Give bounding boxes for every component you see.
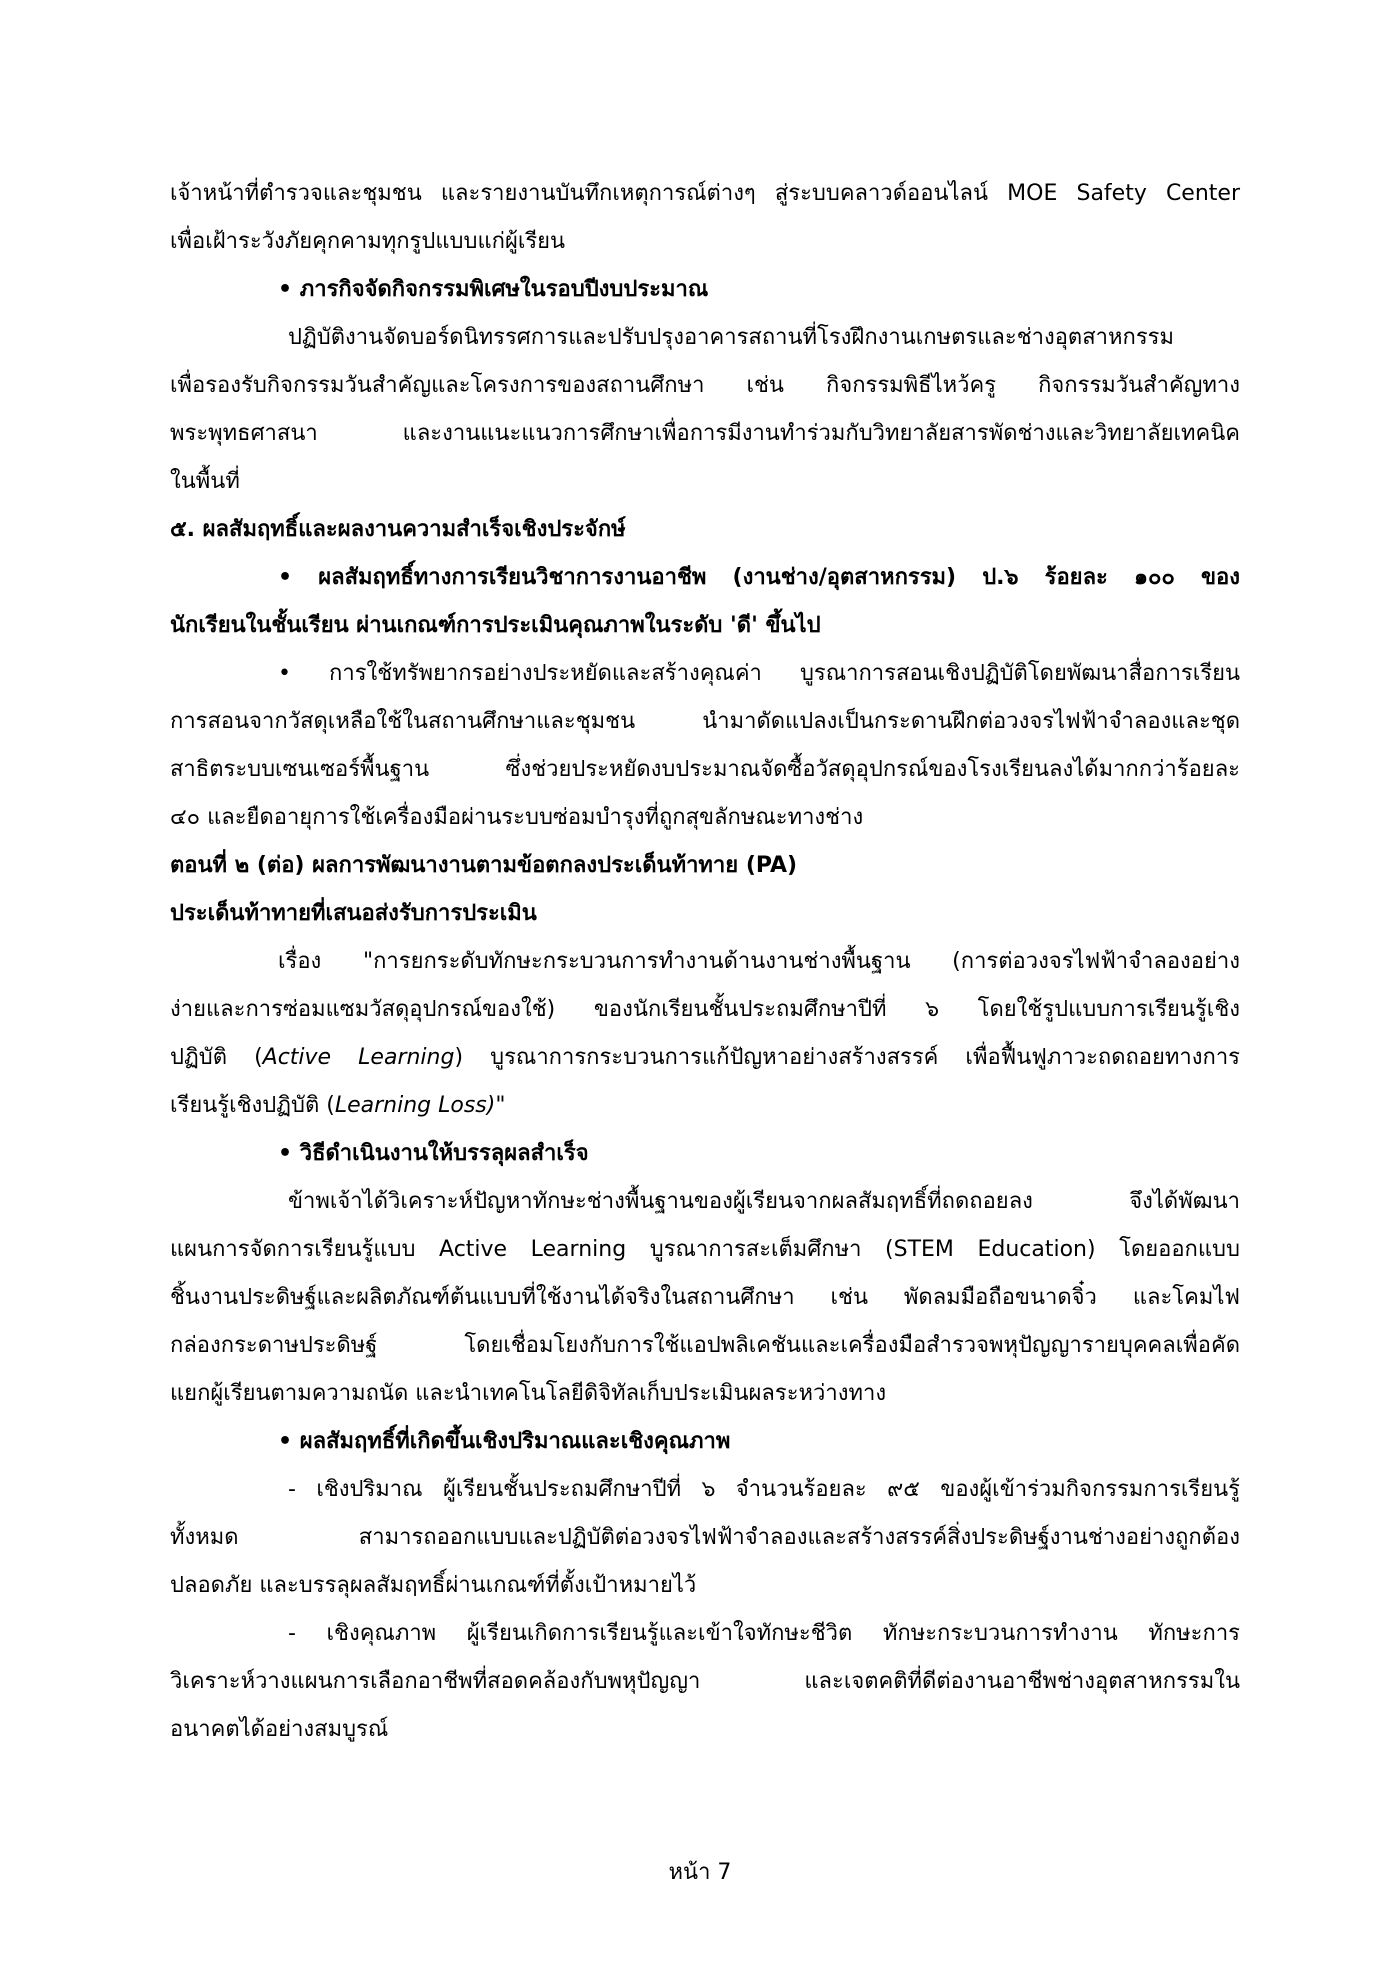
italic-term: Active Learning — [262, 1045, 455, 1070]
text-span: ปฏิบัติ ( — [170, 1045, 263, 1070]
paragraph-line: ๔๐ และยืดอายุการใช้เครื่องมือผ่านระบบซ่อมบำรุงที่ถูกสุขลักษณะทางช่าง — [170, 805, 864, 830]
paragraph-line: พระพุทธศาสนา และงานแนะแนวการศึกษาเพื่อการมีงานทำร่วมกับวิทยาลัยสารพัดช่างและวิทยาลัยเทคนิค — [170, 421, 1240, 446]
paragraph-line: เรื่อง "การยกระดับทักษะกระบวนการทำงานด้านงานช่างพื้นฐาน (การต่อวงจรไฟฟ้าจำลองอย่าง — [278, 949, 1240, 974]
subsection-heading: ประเด็นท้าทายที่เสนอส่งรับการประเมิน — [170, 901, 537, 926]
text-span: เรียนรู้เชิงปฏิบัติ ( — [170, 1093, 335, 1118]
paragraph-line: การสอนจากวัสดุเหลือใช้ในสถานศึกษาและชุมชน นำมาดัดแปลงเป็นกระดานฝึกต่อวงจรไฟฟ้าจำลองและชุด — [170, 709, 1240, 734]
paragraph-line — [170, 1034, 1240, 1082]
paragraph-line: สาธิตระบบเซนเซอร์พื้นฐาน ซึ่งช่วยประหยัดงบประมาณจัดซื้อวัสดุอุปกรณ์ของโรงเรียนลงได้มากกว่าร้อยละ — [170, 757, 1240, 782]
paragraph-line: วิเคราะห์วางแผนการเลือกอาชีพที่สอดคล้องกับพหุปัญญา และเจตคติที่ดีต่องานอาชีพช่างอุตสาหกรรมใน — [170, 1669, 1240, 1694]
bullet-heading: • ผลสัมฤทธิ์ที่เกิดขึ้นเชิงปริมาณและเชิงคุณภาพ — [278, 1429, 731, 1454]
paragraph-line: ทั้งหมด สามารถออกแบบและปฏิบัติต่อวงจรไฟฟ้าจำลองและสร้างสรรค์สิ่งประดิษฐ์งานช่างอย่างถูกต้อง — [170, 1525, 1240, 1550]
bullet-heading: • วิธีดำเนินงานให้บรรลุผลสำเร็จ — [278, 1141, 589, 1166]
paragraph-line: ปฏิบัติงานจัดบอร์ดนิทรรศการและปรับปรุงอาคารสถานที่โรงฝึกงานเกษตรและช่างอุตสาหกรรม — [288, 325, 1174, 350]
paragraph-line: - เชิงคุณภาพ ผู้เรียนเกิดการเรียนรู้และเข้าใจทักษะชีวิต ทักษะกระบวนการทำงาน ทักษะการ — [288, 1621, 1240, 1646]
italic-term: Learning Loss)" — [334, 1093, 506, 1118]
bullet-heading: • ภารกิจจัดกิจกรรมพิเศษในรอบปีงบประมาณ — [278, 277, 709, 302]
text-span: ) บูรณาการกระบวนการแก้ปัญหาอย่างสร้างสรรค์ เพื่อฟื้นฟูภาวะถดถอยทางการ — [454, 1045, 1240, 1070]
part-heading: ตอนที่ ๒ (ต่อ) ผลการพัฒนางานตามข้อตกลงประเด็นท้าทาย (PA) — [170, 853, 798, 878]
paragraph-line: เพื่อเฝ้าระวังภัยคุกคามทุกรูปแบบแก่ผู้เรียน — [170, 229, 566, 254]
paragraph-line: ชิ้นงานประดิษฐ์และผลิตภัณฑ์ต้นแบบที่ใช้งานได้จริงในสถานศึกษา เช่น พัดลมมือถือขนาดจิ๋ว และโคมไฟ — [170, 1285, 1240, 1310]
paragraph-line: อนาคตได้อย่างสมบูรณ์ — [170, 1717, 389, 1742]
page-body — [170, 170, 1240, 1754]
paragraph-line: แยกผู้เรียนตามความถนัด และนำเทคโนโลยีดิจิทัลเก็บประเมินผลระหว่างทาง — [170, 1381, 887, 1406]
section-heading: ๕. ผลสัมฤทธิ์และผลงานความสำเร็จเชิงประจักษ์ — [170, 517, 626, 542]
paragraph-line: ในพื้นที่ — [170, 469, 240, 494]
paragraph-line: ง่ายและการซ่อมแซมวัสดุอุปกรณ์ของใช้) ของนักเรียนชั้นประถมศึกษาปีที่ ๖ โดยใช้รูปแบบการเรียนรู้เชิง — [170, 997, 1240, 1022]
page-number: หน้า 7 — [668, 1860, 732, 1885]
paragraph-line: เพื่อรองรับกิจกรรมวันสำคัญและโครงการของสถานศึกษา เช่น กิจกรรมพิธีไหว้ครู กิจกรรมวันสำคัญทาง — [170, 373, 1240, 398]
paragraph-line: กล่องกระดาษประดิษฐ์ โดยเชื่อมโยงกับการใช้แอปพลิเคชันและเครื่องมือสำรวจพหุปัญญารายบุคคลเพื่อคัด — [170, 1333, 1240, 1358]
paragraph-line — [170, 1082, 1240, 1130]
bullet-heading: • ผลสัมฤทธิ์ทางการเรียนวิชาการงานอาชีพ (งานช่าง/อุตสาหกรรม) ป.๖ ร้อยละ ๑๐๐ ของ — [278, 565, 1240, 590]
paragraph-line: - เชิงปริมาณ ผู้เรียนชั้นประถมศึกษาปีที่ ๖ จำนวนร้อยละ ๙๕ ของผู้เข้าร่วมกิจกรรมการเรียนรู้ — [288, 1477, 1240, 1502]
bullet-line: • การใช้ทรัพยากรอย่างประหยัดและสร้างคุณค่า บูรณาการสอนเชิงปฏิบัติโดยพัฒนาสื่อการเรียน — [278, 661, 1240, 686]
paragraph-line: แผนการจัดการเรียนรู้แบบ Active Learning บูรณาการสะเต็มศึกษา (STEM Education) โดยออกแบบ — [170, 1237, 1240, 1262]
paragraph-line: เจ้าหน้าที่ตำรวจและชุมชน และรายงานบันทึกเหตุการณ์ต่างๆ สู่ระบบคลาวด์ออนไลน์ MOE Safety Center — [170, 181, 1240, 206]
bullet-heading: นักเรียนในชั้นเรียน ผ่านเกณฑ์การประเมินคุณภาพในระดับ 'ดี' ขึ้นไป — [170, 613, 821, 638]
paragraph-line: ปลอดภัย และบรรลุผลสัมฤทธิ์ผ่านเกณฑ์ที่ตั้งเป้าหมายไว้ — [170, 1573, 697, 1598]
paragraph-line: ข้าพเจ้าได้วิเคราะห์ปัญหาทักษะช่างพื้นฐานของผู้เรียนจากผลสัมฤทธิ์ที่ถดถอยลง จึงได้พัฒนา — [288, 1189, 1240, 1214]
